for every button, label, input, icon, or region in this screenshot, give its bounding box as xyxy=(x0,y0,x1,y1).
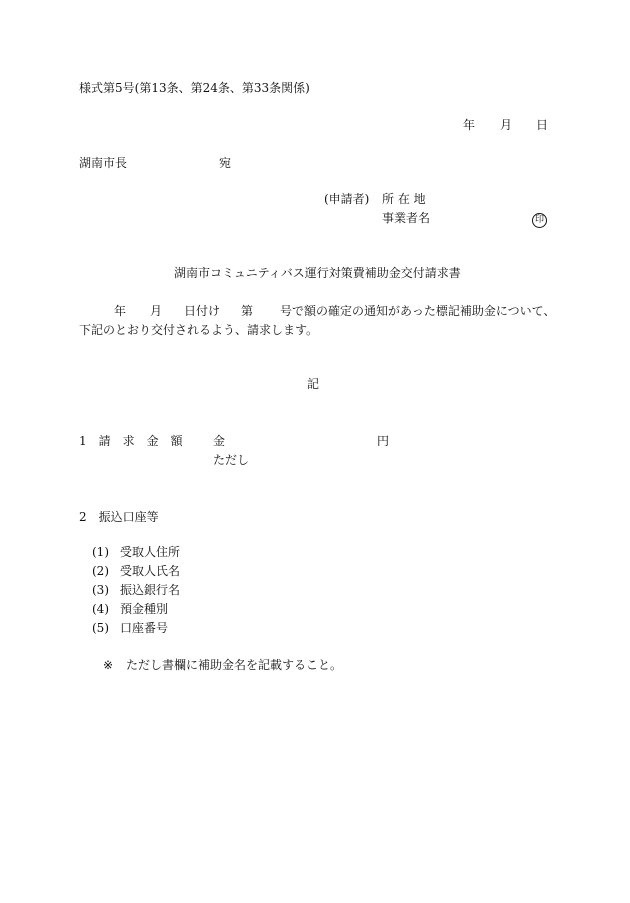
item2-label: 2 振込口座等 xyxy=(79,510,159,524)
body-month: 月 xyxy=(150,304,163,318)
subitem-num: (2) xyxy=(92,564,109,578)
subitem-label: 受取人住所 xyxy=(120,545,181,559)
note-mark: ※ xyxy=(103,658,114,672)
subitem-num: (1) xyxy=(92,545,109,559)
date-year: 年 xyxy=(463,118,476,132)
body-number-prefix: 第 xyxy=(241,304,254,318)
subitem-label: 口座番号 xyxy=(120,621,169,635)
form-number: 様式第5号(第13条、第24条、第33条関係) xyxy=(79,81,310,95)
addressee-suffix: 宛 xyxy=(219,156,232,170)
body-year: 年 xyxy=(114,304,127,318)
ki-heading: 記 xyxy=(307,377,320,391)
body-line1: 号で額の確定の通知があった標記補助金について、 xyxy=(280,304,556,318)
date-month: 月 xyxy=(500,118,513,132)
item1-label: 1 請 求 金 額 xyxy=(79,434,183,448)
document-title: 湖南市コミュニティバス運行対策費補助金交付請求書 xyxy=(174,266,461,280)
address-label: 所 在 地 xyxy=(382,192,426,206)
item1-tadashi: ただし xyxy=(213,453,250,467)
subitem-num: (5) xyxy=(92,621,109,635)
body-dated: 日付け xyxy=(184,304,221,318)
business-name-label: 事業者名 xyxy=(382,211,431,225)
subitem-label: 振込銀行名 xyxy=(120,583,181,597)
subitem-label: 預金種別 xyxy=(120,602,169,616)
seal-mark: 印 xyxy=(532,213,547,228)
subitem-num: (3) xyxy=(92,583,109,597)
addressee-name: 湖南市長 xyxy=(79,156,128,170)
item1-kin: 金 xyxy=(213,434,226,448)
subitem-label: 受取人氏名 xyxy=(120,564,181,578)
note-text: ただし書欄に補助金名を記載すること。 xyxy=(126,658,343,672)
body-line2: 下記のとおり交付されるよう、請求します。 xyxy=(79,323,319,337)
applicant-label: (申請者) xyxy=(324,192,370,206)
seal-icon xyxy=(532,211,547,228)
item1-yen: 円 xyxy=(377,434,390,448)
date-day: 日 xyxy=(536,118,549,132)
subitem-num: (4) xyxy=(92,602,109,616)
